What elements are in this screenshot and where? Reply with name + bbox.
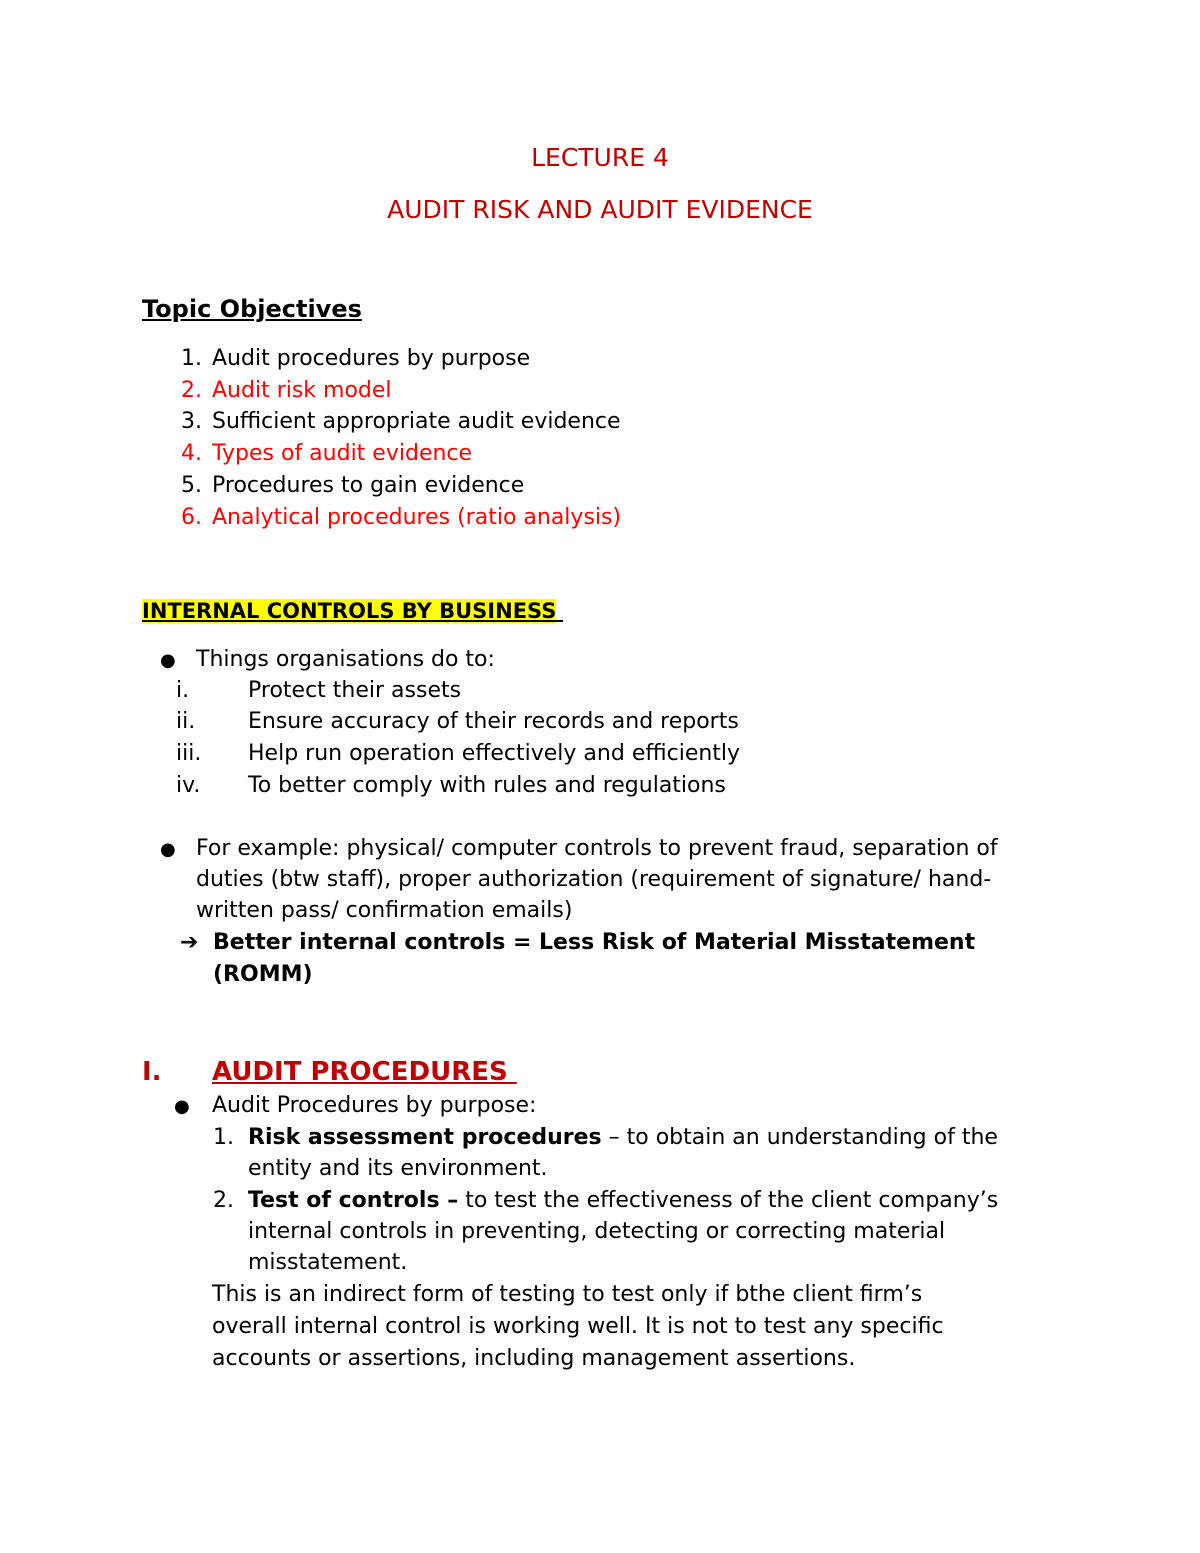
procedure-line: internal controls in preventing, detecting or correcting material [248, 1219, 946, 1244]
procedure-description: – to obtain an understanding of the [601, 1125, 998, 1150]
objective-item: Audit procedures by purpose [212, 346, 531, 371]
procedure-line: entity and its environment. [248, 1156, 548, 1181]
section-heading-text: AUDIT PROCEDURES [212, 1057, 508, 1087]
objective-number: 6. [181, 505, 202, 530]
procedure-number: 2. [213, 1188, 234, 1213]
objective-number: 1. [181, 346, 202, 371]
procedure-item [248, 1125, 998, 1150]
objective-item: Analytical procedures (ratio analysis) [212, 505, 622, 530]
roman-item: Help run operation effectively and efficiently [248, 741, 741, 766]
note-line: accounts or assertions, including management assertions. [212, 1346, 856, 1371]
roman-item: To better comply with rules and regulations [248, 773, 726, 798]
roman-number: i. [176, 678, 190, 703]
roman-number: ii. [176, 709, 196, 734]
note-line: This is an indirect form of testing to test only if bthe client firm’s [212, 1282, 923, 1307]
objective-item: Types of audit evidence [212, 441, 473, 466]
lecture-number: LECTURE 4 [531, 143, 669, 172]
note-line: overall internal control is working well. It is not to test any specific [212, 1314, 944, 1339]
roman-number: iv. [176, 773, 201, 798]
objective-item: Procedures to gain evidence [212, 473, 525, 498]
arrow-icon: ➔ [180, 930, 199, 955]
objectives-heading: Topic Objectives [142, 295, 362, 323]
objective-number: 4. [181, 441, 202, 466]
conclusion-line: Better internal controls = Less Risk of Material Misstatement [213, 930, 976, 955]
section-heading [212, 1057, 517, 1087]
example-line: written pass/ confirmation emails) [196, 898, 573, 923]
section-number: I. [142, 1057, 162, 1087]
roman-item: Protect their assets [248, 678, 462, 703]
bullet-icon: ● [160, 650, 176, 671]
bullet-text: Audit Procedures by purpose: [212, 1093, 537, 1118]
internal-controls-heading-text: INTERNAL CONTROLS BY BUSINESS [142, 599, 557, 623]
procedure-number: 1. [213, 1125, 234, 1150]
example-line: For example: physical/ computer controls to prevent fraud, separation of [196, 836, 998, 861]
roman-item: Ensure accuracy of their records and reports [248, 709, 739, 734]
procedure-item [248, 1188, 998, 1213]
conclusion-line: (ROMM) [213, 962, 313, 987]
internal-controls-heading [142, 599, 563, 624]
procedure-line: misstatement. [248, 1250, 408, 1275]
objective-number: 3. [181, 409, 202, 434]
procedure-term: Risk assessment procedures [248, 1125, 602, 1150]
objective-item: Sufficient appropriate audit evidence [212, 409, 621, 434]
roman-number: iii. [176, 741, 202, 766]
objective-number: 5. [181, 473, 202, 498]
example-line: duties (btw staff), proper authorization (requirement of signature/ hand- [196, 867, 992, 892]
lecture-title: AUDIT RISK AND AUDIT EVIDENCE [387, 195, 813, 224]
objective-item: Audit risk model [212, 378, 392, 403]
bullet-icon: ● [174, 1096, 190, 1117]
bullet-icon: ● [160, 839, 176, 860]
bullet-text: Things organisations do to: [196, 647, 495, 672]
procedure-term: Test of controls – [248, 1188, 459, 1213]
procedure-description: to test the effectiveness of the client company’s [458, 1188, 999, 1213]
objective-number: 2. [181, 378, 202, 403]
